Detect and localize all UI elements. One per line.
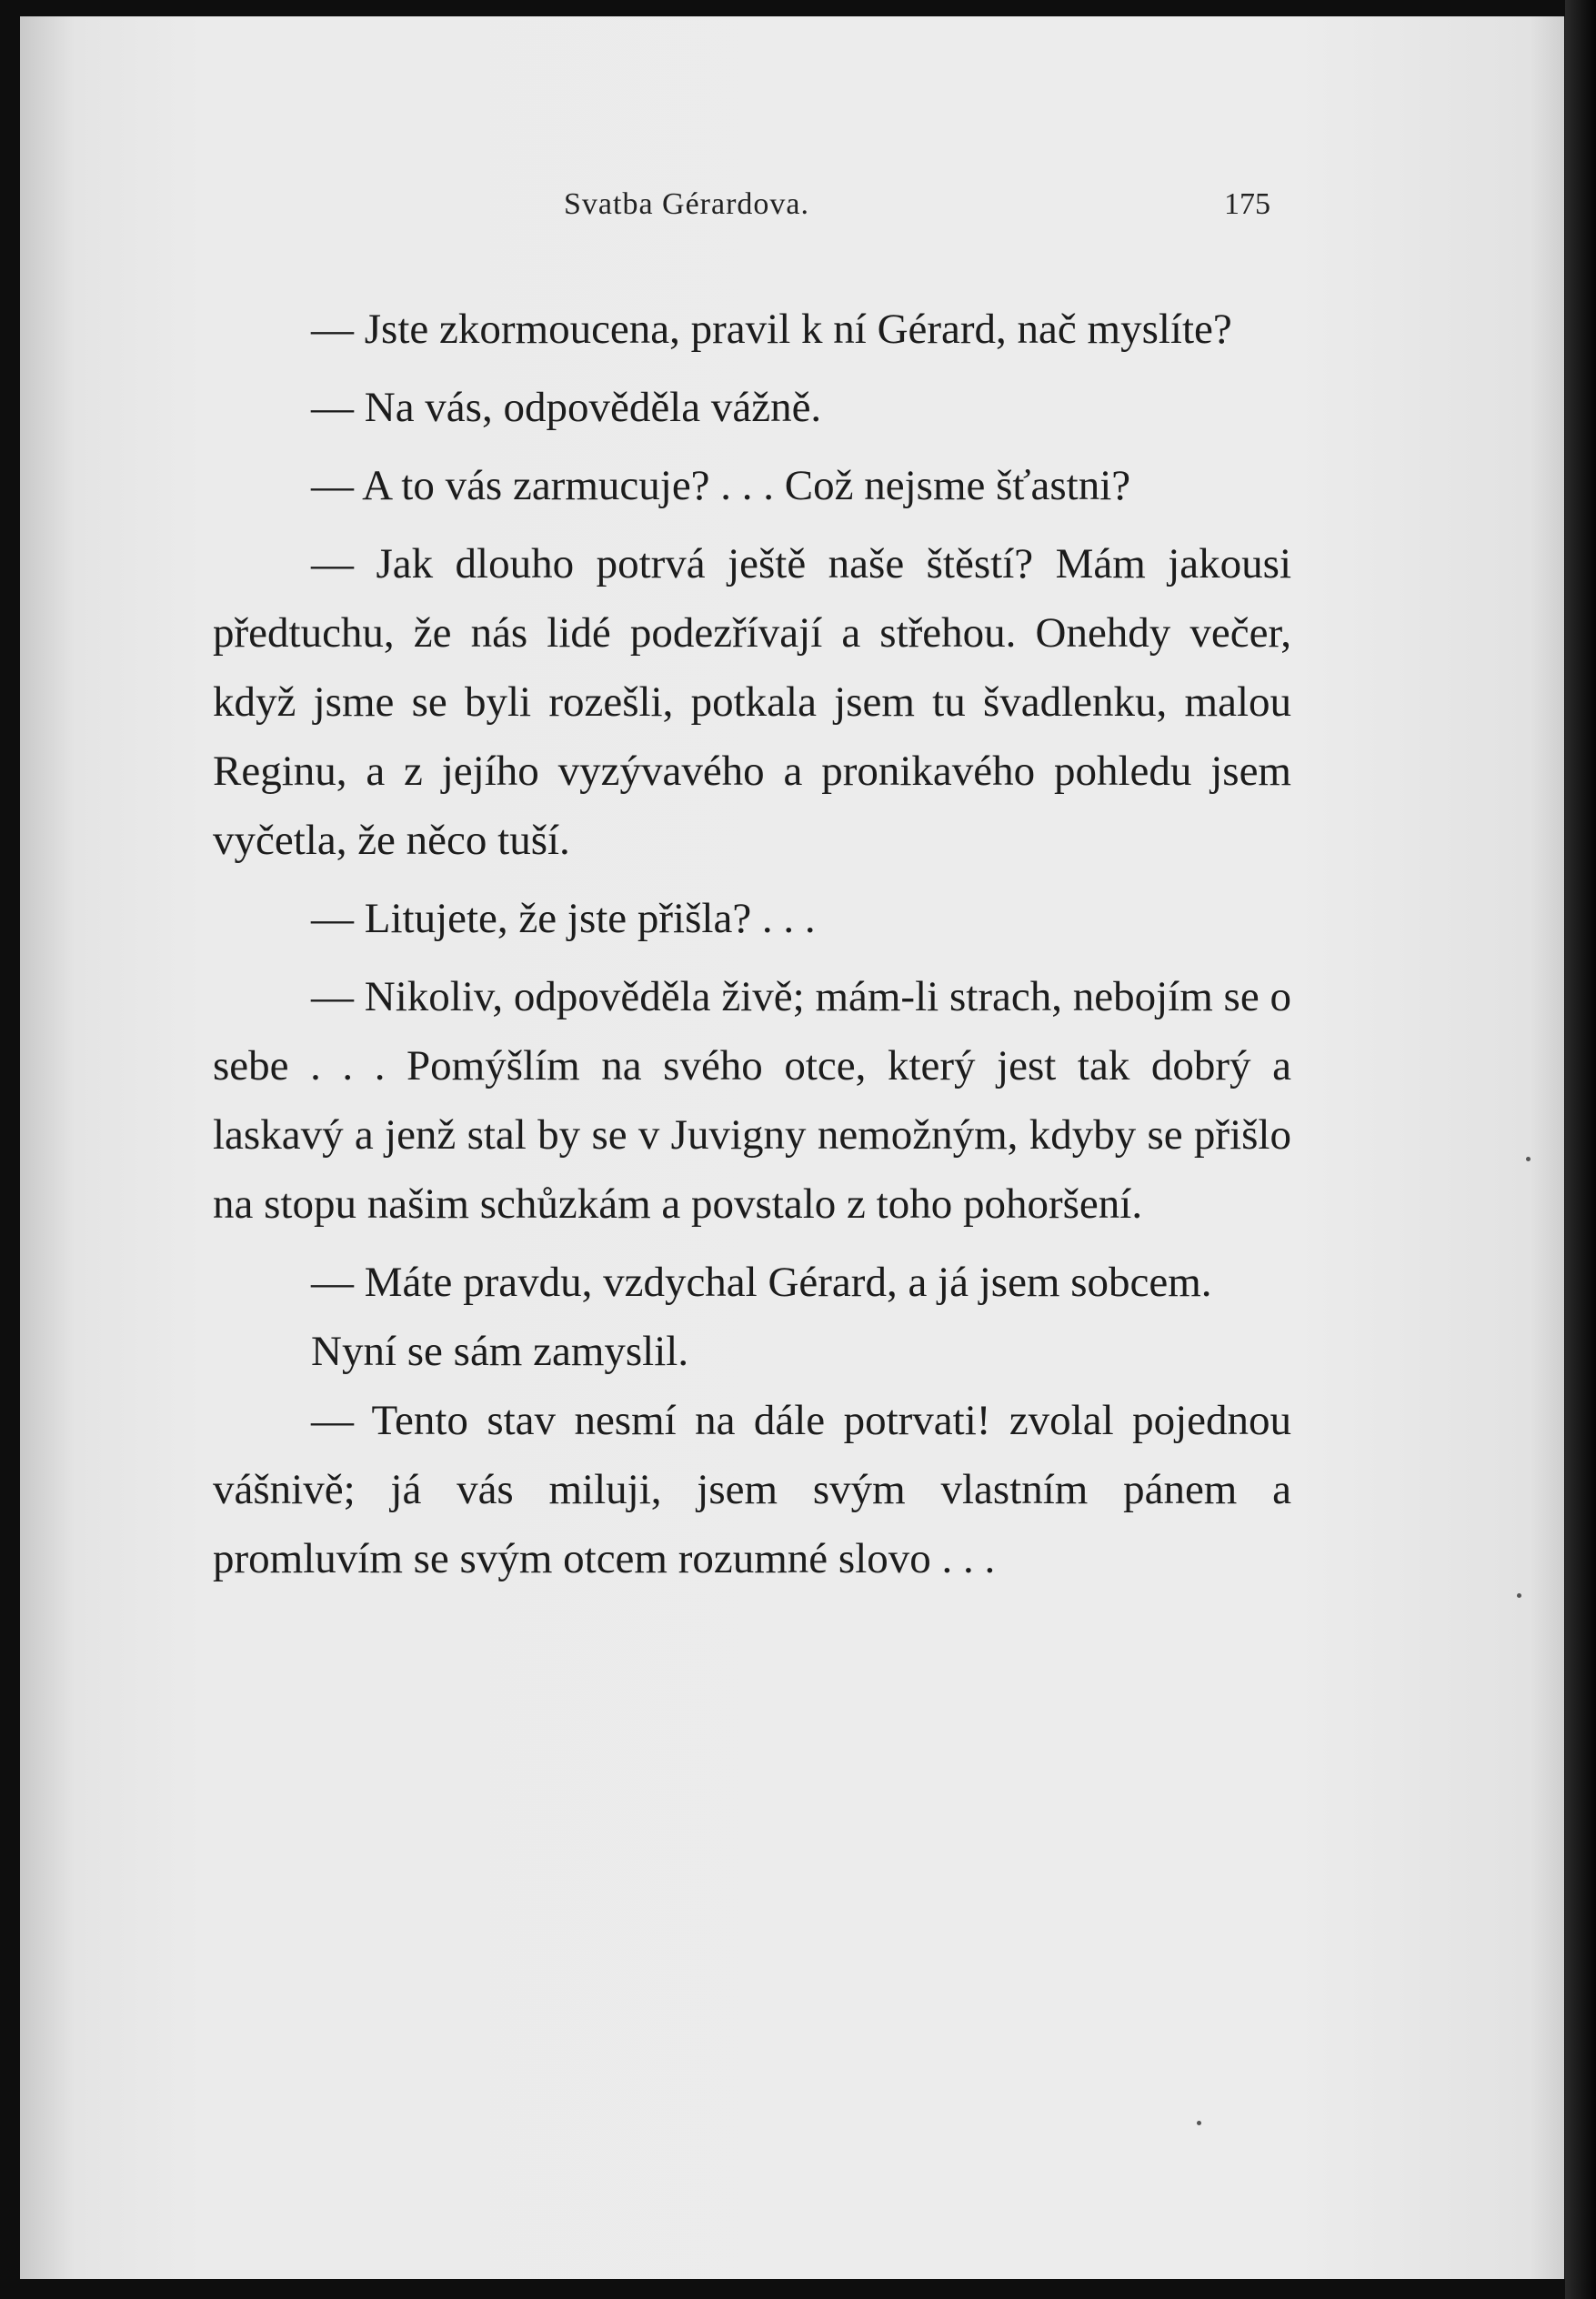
paragraph: — Jste zkormoucena, pravil k ní Gérard, nač myslíte? <box>311 306 1232 353</box>
scan-speck <box>1526 1157 1531 1161</box>
scan-speck <box>1517 1593 1521 1598</box>
paragraph: — Na vás, odpověděla vážně. <box>311 384 822 431</box>
page-number: 175 <box>1224 187 1270 221</box>
book-edge-shadow <box>1565 0 1596 2299</box>
paragraph: Nyní se sám zamyslil. <box>311 1328 689 1375</box>
body-text <box>213 295 1291 1593</box>
paragraph: — Tento stav nesmí na dále potrvati! zvolal pojednou vášnivě; já vás miluji, jsem svým vlastním pánem a promluvím se svým otcem rozumné slovo . . . <box>213 1397 1291 1582</box>
paragraph: — Máte pravdu, vzdychal Gérard, a já jsem sobcem. <box>311 1259 1212 1306</box>
paragraph: — Nikoliv, odpověděla živě; mám-li strach, nebojím se o sebe . . . Pomýšlím na svého otce, který jest tak dobrý a laskavý a jenž stal by se v Juvigny nemožným, kdyby se přišlo na stopu našim schůzkám a povstalo z toho pohoršení. <box>213 973 1291 1228</box>
running-title: Svatba Gérardova. <box>564 187 810 221</box>
paragraph: — Jak dlouho potrvá ještě naše štěstí? Mám jakousi předtuchu, že nás lidé podezřívají a střehou. Onehdy večer, když jsme se byli rozešli, potkala jsem tu švadlenku, malou Reginu, a z jejího vyzývavého a pronikavého pohledu jsem vyčetla, že něco tuší. <box>213 540 1291 864</box>
scan-speck <box>1197 2121 1201 2125</box>
paragraph: — Litujete, že jste přišla? . . . <box>311 895 816 942</box>
paragraph: — A to vás zarmucuje? . . . Což nejsme šťastni? <box>311 462 1131 509</box>
